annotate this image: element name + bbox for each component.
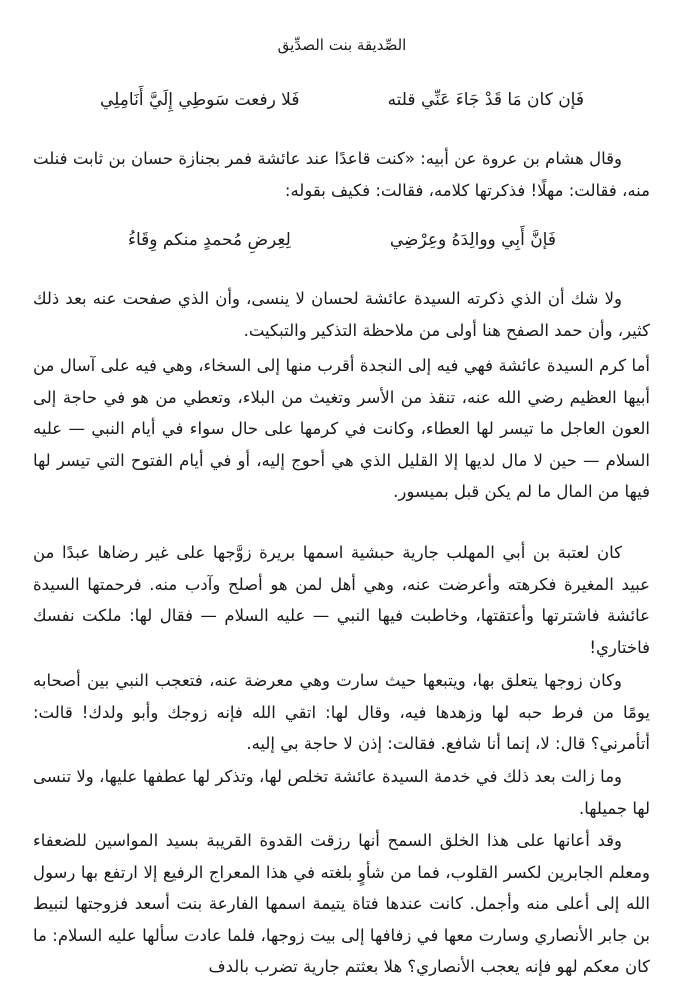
verse-2-right-hemistich: فَإنَّ أَبِي ووالِدَهُ وعِرْضِي (389, 230, 556, 250)
poem-verse-2 (128, 226, 556, 254)
paragraph-hisham-narration: وقال هشام بن عروة عن أبيه: «كنت قاعدًا عند عائشة فمر بجنازة حسان بن ثابت فنلت منه، فقالت: مهلًا! فذكرتها كلامه، فقالت: فكيف بقوله: (33, 149, 650, 200)
verse-1-left-hemistich: فَلا رفعت سَوطِي إِلَيَّ أَنَامِلِي (100, 90, 300, 110)
verse-2-left-hemistich: لِعِرضِ مُحمدٍ منكم وِقَاءُ (128, 230, 291, 250)
verse-1-right-hemistich: فَإن كان مَا قَدْ جَاءَ عَنِّي قلته (387, 90, 584, 110)
paragraph-example: وقد أعانها على هذا الخلق السمح أنها رزقت القدوة القريبة بسيد المواسين للضعفاء ومعلم الجابرين لكسر القلوب، فما من شأوٍ بلغته في هذا المعراج الرفيع إلا ارتفع بها رسول الله إلى أعلى منه وأجمل. كانت عندها فتاة يتيمة اسمها الفارعة بنت أسعد فزوجتها لنبيط بن جابر الأنصاري وسارت معها في زفافها إلى بيت زوجها، فلما عادت سألها عليه السلام: ما كان معكم لهو فإنه يعجب الأنصاري؟ هلا بعثتم جارية تضرب بالدف (33, 831, 650, 976)
running-title: الصِّديقة بنت الصدِّيق (277, 36, 407, 54)
paragraph-generosity: أما كرم السيدة عائشة فهي فيه إلى النجدة أقرب منها إلى السخاء، وهي فيه على آسال من أبيها العظيم رضي الله عنه، تنقذ من الأسر وتغيث من البلاء، وتعطي من هو في حاجة إلى العون العاجل ما تيسر لها العطاء، وكانت في كرمها على حال سواء في أيام النبي — عليه السلام — حين لا مال لديها إلا القليل الذي هي أحوج إليه، أو في أيام الفتوح التي تيسر لها فيها من المال ما لم يكن قبل بميسور. (33, 356, 650, 501)
paragraph-husband: وكان زوجها يتعلق بها، ويتبعها حيث سارت وهي معرضة عنه، فتعجب النبي بين أصحابه يومًا من فرط حبه لها وزهدها فيه، وقال لها: اتقي الله فإنه زوجك وأبو ولدك! قالت: أتأمرني؟ قال: لا، إنما أنا شافع. فقالت: إذن لا حاجة بي إليه. (33, 671, 650, 753)
paragraph-forgiveness: ولا شك أن الذي ذكرته السيدة عائشة لحسان لا ينسى، وأن الذي صفحت عنه بعد ذلك كثير، وأن حمد الصفح هنا أولى من ملاحظة التذكير والتبكيت. (33, 289, 650, 340)
paragraph-service: وما زالت بعد ذلك في خدمة السيدة عائشة تخلص لها، وتذكر لها عطفها عليها، ولا تنسى لها جميلها. (33, 767, 650, 818)
paragraph-barira: كان لعتبة بن أبي المهلب جارية حبشية اسمها بريرة زوَّجها على غير رضاها عبدًا من عبيد المغيرة فكرهته وأعرضت عنه، وهي أهل لمن هو أصلح وآدب منه. فرحمتها السيدة عائشة فاشترتها وأعتقتها، وخاطبت فيها النبي — عليه السلام — فقال لها: ملكت نفسك فاختاري! (33, 543, 650, 657)
poem-verse-1 (100, 86, 584, 114)
